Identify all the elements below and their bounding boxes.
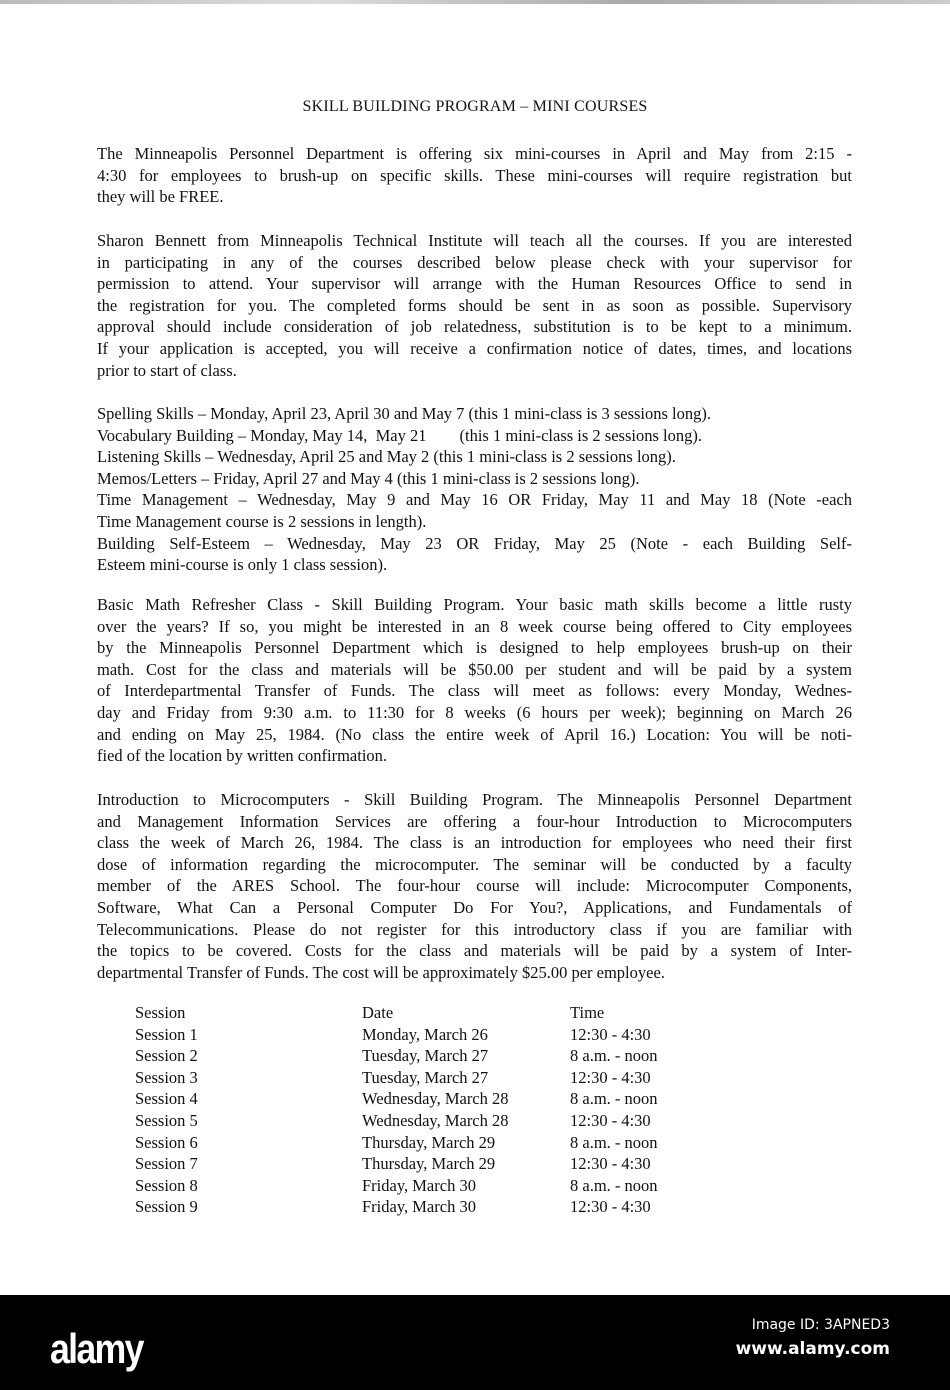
text-line: over the years? If so, you might be interested in an 8 week course being offered to City employees bbox=[97, 616, 852, 636]
text-line: and ending on May 25, 1984. (No class the entire week of April 16.) Location: You will be noti- bbox=[97, 724, 852, 744]
text-line: Memos/Letters – Friday, April 27 and May 4 (this 1 mini-class is 2 sessions long). bbox=[97, 468, 640, 488]
text-line: Software, What Can a Personal Computer Do For You?, Applications, and Fundamentals of bbox=[97, 897, 852, 917]
cell-time: 8 a.m. - noon bbox=[570, 1132, 658, 1152]
text-line: The Minneapolis Personnel Department is offering six mini-courses in April and May from 2:15 - bbox=[97, 144, 852, 163]
table-header bbox=[135, 1002, 710, 1024]
cell-date: Thursday, March 29 bbox=[362, 1132, 496, 1152]
text-line: day and Friday from 9:30 a.m. to 11:30 for 8 weeks (6 hours per week); beginning on March 26 bbox=[97, 702, 852, 722]
image-id: Image ID: 3APNED3 bbox=[751, 1317, 890, 1333]
cell-session: Session 7 bbox=[135, 1154, 198, 1174]
text-line: and Management Information Services are offering a four-hour Introduction to Microcomputers bbox=[97, 811, 852, 831]
alamy-logo: alamy bbox=[50, 1325, 143, 1372]
cell-time: 8 a.m. - noon bbox=[570, 1175, 658, 1195]
cell-date: Wednesday, March 28 bbox=[362, 1089, 509, 1109]
cell-date: Friday, March 30 bbox=[362, 1175, 476, 1195]
cell-time: 12:30 - 4:30 bbox=[570, 1067, 651, 1087]
cell-date: Tuesday, March 27 bbox=[362, 1067, 489, 1087]
text-line: Time Management course is 2 sessions in length). bbox=[97, 511, 427, 531]
cell-time: 12:30 - 4:30 bbox=[570, 1110, 651, 1130]
text-line: of Interdepartmental Transfer of Funds. The class will meet as follows: every Monday, Wednes- bbox=[97, 681, 852, 701]
text-line: Spelling Skills – Monday, April 23, April 30 and May 7 (this 1 mini-class is 3 sessions long). bbox=[97, 404, 712, 423]
header-session: Session bbox=[135, 1003, 186, 1022]
table-row bbox=[135, 1067, 710, 1089]
text-line: they will be FREE. bbox=[97, 187, 224, 207]
table-row bbox=[135, 1196, 710, 1218]
cell-time: 12:30 - 4:30 bbox=[570, 1197, 651, 1217]
text-line: Esteem mini-course is only 1 class session). bbox=[97, 555, 388, 575]
paragraph bbox=[97, 594, 852, 767]
text-line: math. Cost for the class and materials will be $50.00 per student and will be paid by a system bbox=[97, 659, 852, 679]
text-line: Building Self-Esteem – Wednesday, May 23 OR Friday, May 25 (Note - each Building Self- bbox=[97, 533, 852, 553]
document-title: SKILL BUILDING PROGRAM – MINI COURSES bbox=[302, 98, 648, 115]
paragraph bbox=[97, 230, 852, 381]
cell-session: Session 5 bbox=[135, 1110, 198, 1130]
text-line: in participating in any of the courses described below please check with your supervisor for bbox=[97, 252, 852, 272]
text-line: departmental Transfer of Funds. The cost will be approximately $25.00 per employee. bbox=[97, 962, 665, 982]
cell-date: Thursday, March 29 bbox=[362, 1154, 496, 1174]
paragraph bbox=[97, 403, 852, 576]
text-line: Basic Math Refresher Class - Skill Building Program. Your basic math skills become a little rusty bbox=[97, 595, 852, 614]
text-line: Listening Skills – Wednesday, April 25 and May 2 (this 1 mini-class is 2 sessions long). bbox=[97, 447, 676, 467]
text-line: member of the ARES School. The four-hour course will include: Microcomputer Components, bbox=[97, 876, 852, 896]
cell-session: Session 4 bbox=[135, 1089, 198, 1109]
text-line: Time Management – Wednesday, May 9 and May 16 OR Friday, May 11 and May 18 (Note -each bbox=[97, 490, 852, 510]
table-row bbox=[135, 1045, 710, 1067]
text-line: by the Minneapolis Personnel Department which is designed to help employees brush-up on their bbox=[97, 638, 852, 658]
session-schedule-table bbox=[135, 1002, 710, 1218]
cell-time: 12:30 - 4:30 bbox=[570, 1024, 651, 1044]
text-line: Vocabulary Building – Monday, May 14, May 21 (this 1 mini-class is 2 sessions long). bbox=[97, 425, 702, 445]
text-line: class the week of March 26, 1984. The class is an introduction for employees who need their first bbox=[97, 833, 852, 853]
cell-time: 8 a.m. - noon bbox=[570, 1089, 658, 1109]
watermark-url: www.alamy.com bbox=[735, 1339, 890, 1359]
text-line: fied of the location by written confirmation. bbox=[97, 746, 388, 766]
text-line: 4:30 for employees to brush-up on specific skills. These mini-courses will require registration but bbox=[97, 165, 852, 185]
text-line: permission to attend. Your supervisor will arrange with the Human Resources Office to send in bbox=[97, 274, 852, 294]
cell-time: 12:30 - 4:30 bbox=[570, 1154, 651, 1174]
watermark-banner bbox=[0, 1295, 950, 1390]
table-row bbox=[135, 1132, 710, 1154]
cell-session: Session 1 bbox=[135, 1024, 198, 1044]
cell-date: Tuesday, March 27 bbox=[362, 1046, 489, 1066]
text-line: the registration for you. The completed forms should be sent in as soon as possible. Supervisory bbox=[97, 295, 852, 315]
text-line: If your application is accepted, you will receive a confirmation notice of dates, times, and locations bbox=[97, 338, 852, 358]
text-line: approval should include consideration of job relatedness, substitution is to be kept to a minimum. bbox=[97, 317, 852, 337]
scan-edge bbox=[0, 0, 950, 4]
table-row bbox=[135, 1110, 710, 1132]
cell-session: Session 9 bbox=[135, 1197, 198, 1217]
paragraph bbox=[97, 789, 852, 983]
cell-time: 8 a.m. - noon bbox=[570, 1046, 658, 1066]
text-line: Telecommunications. Please do not register for this introductory class if you are familiar with bbox=[97, 919, 852, 939]
cell-session: Session 6 bbox=[135, 1132, 198, 1152]
cell-session: Session 3 bbox=[135, 1067, 198, 1087]
table-row bbox=[135, 1175, 710, 1197]
table-row bbox=[135, 1024, 710, 1046]
cell-date: Monday, March 26 bbox=[362, 1024, 488, 1044]
text-line: Sharon Bennett from Minneapolis Technical Institute will teach all the courses. If you are interested bbox=[97, 231, 852, 250]
text-line: dose of information regarding the microcomputer. The seminar will be conducted by a faculty bbox=[97, 854, 852, 874]
text-line: the topics to be covered. Costs for the class and materials will be paid by a system of Inter- bbox=[97, 941, 852, 961]
table-row bbox=[135, 1153, 710, 1175]
cell-session: Session 8 bbox=[135, 1175, 198, 1195]
text-line: prior to start of class. bbox=[97, 360, 237, 380]
cell-date: Friday, March 30 bbox=[362, 1197, 476, 1217]
table-row bbox=[135, 1088, 710, 1110]
cell-date: Wednesday, March 28 bbox=[362, 1110, 509, 1130]
text-line: Introduction to Microcomputers - Skill Building Program. The Minneapolis Personnel Department bbox=[97, 790, 852, 809]
header-date: Date bbox=[362, 1003, 394, 1022]
header-time: Time bbox=[570, 1003, 605, 1022]
cell-session: Session 2 bbox=[135, 1046, 198, 1066]
paragraph bbox=[97, 143, 852, 208]
